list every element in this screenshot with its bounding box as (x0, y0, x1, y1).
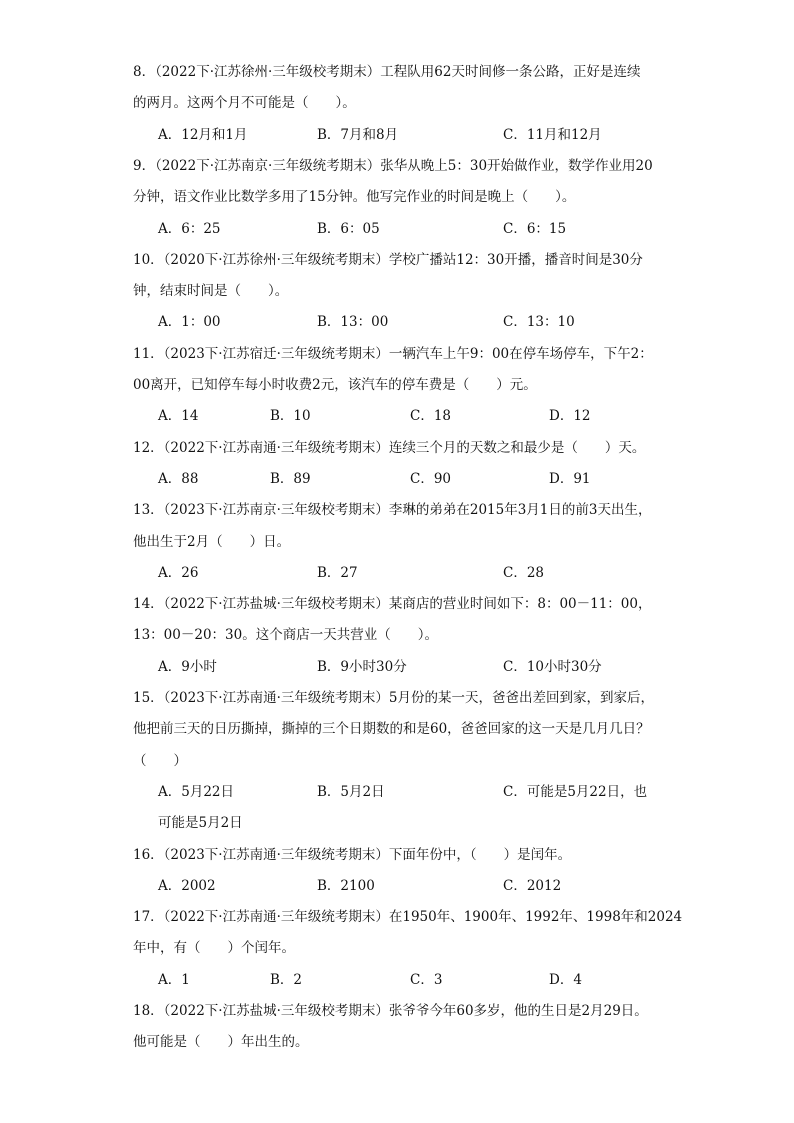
question-line: 12．（2022下·江苏南通·三年级统考期末）连续三个月的天数之和最少是（ ）天。 (133, 439, 646, 456)
answer-option: A．5月22日 (158, 783, 235, 800)
question-line: 钟，结束时间是（ ）。 (133, 283, 289, 300)
answer-option: C．可能是5月22日，也 (503, 783, 648, 800)
question-line: 的两月。这两个月不可能是（ ）。 (133, 95, 356, 112)
answer-option: A．26 (158, 564, 199, 581)
question-line: 分钟，语文作业比数学多用了15分钟。他写完作业的时间是晚上（ ）。 (133, 189, 576, 206)
question-line: 16．（2023下·江苏南通·三年级统考期末）下面年份中，（ ）是闰年。 (133, 846, 572, 863)
answer-option: C．6：15 (503, 220, 567, 237)
answer-option: A．12月和1月 (158, 126, 248, 143)
answer-option: C．28 (503, 564, 545, 581)
answer-option: C．13：10 (503, 314, 575, 331)
answer-option: A．88 (158, 470, 199, 487)
answer-option: B．2100 (317, 877, 375, 894)
answer-option: D．4 (549, 971, 582, 988)
question-line: 15．（2023下·江苏南通·三年级统考期末）5月份的某一天，爸爸出差回到家，到家后， (133, 690, 654, 706)
question-line: （ ） (133, 752, 187, 769)
answer-option: A．14 (158, 408, 199, 425)
answer-option: C．10小时30分 (503, 658, 602, 675)
question-line: 他可能是（ ）年出生的。 (133, 1034, 309, 1051)
answer-option: B．10 (270, 408, 311, 425)
answer-option: C．18 (410, 408, 452, 425)
answer-option: B．5月2日 (317, 783, 385, 800)
question-line: 11．（2023下·江苏宿迁·三年级统考期末）一辆汽车上午9：00在停车场停车，下午2： (133, 345, 653, 362)
answer-option: A．1 (158, 971, 190, 988)
question-line: 年中，有（ ）个闰年。 (133, 940, 295, 957)
question-line: 10．（2020下·江苏徐州·三年级统考期末）学校广播站12：30开播，播音时间是30分 (133, 251, 643, 268)
answer-option: C．90 (410, 470, 452, 487)
question-line: 他把前三天的日历撕掉，撕掉的三个日期数的和是60，爸爸回家的这一天是几月几日？ (133, 721, 650, 738)
answer-option: C．3 (410, 971, 443, 988)
answer-option: A．2002 (158, 877, 216, 894)
answer-option: A．9小时 (158, 658, 217, 675)
answer-option-continuation: 可能是5月2日 (158, 815, 243, 832)
answer-option: C．11月和12月 (503, 126, 602, 143)
answer-option: B．27 (317, 564, 358, 581)
question-line: 9．（2022下·江苏南京·三年级统考期末）张华从晚上5：30开始做作业，数学作业用20 (133, 157, 653, 174)
answer-option: B．9小时30分 (317, 658, 407, 675)
answer-option: B．13：00 (317, 314, 389, 331)
question-line: 13：00－20：30。这个商店一天共营业（ ）。 (133, 627, 438, 644)
question-line: 13．（2023下·江苏南京·三年级校考期末）李琳的弟弟在2015年3月1日的前3天出生， (133, 502, 652, 519)
question-line: 14．（2022下·江苏盐城·三年级校考期末）某商店的营业时间如下：8：00－11：00， (133, 596, 652, 613)
answer-option: C．2012 (503, 877, 562, 894)
question-line: 他出生于2月（ ）日。 (133, 533, 291, 550)
answer-option: B．7月和8月 (317, 126, 399, 143)
answer-option: D．91 (549, 470, 591, 487)
answer-option: B．89 (270, 470, 311, 487)
question-line: 18．（2022下·江苏盐城·三年级校考期末）张爷爷今年60多岁，他的生日是2月29日。 (133, 1003, 648, 1019)
question-line: 8．（2022下·江苏徐州·三年级校考期末）工程队用62天时间修一条公路，正好是连续 (133, 64, 641, 80)
answer-option: B．6：05 (317, 220, 380, 237)
answer-option: A．1：00 (158, 314, 221, 331)
answer-option: B．2 (270, 971, 303, 988)
question-line: 17．（2022下·江苏南通·三年级统考期末）在1950年、1900年、1992年、1998年和2024 (133, 909, 683, 926)
answer-option: A．6：25 (158, 220, 221, 237)
answer-option: D．12 (549, 408, 591, 425)
question-line: 00离开，已知停车每小时收费2元，该汽车的停车费是（ ）元。 (133, 377, 537, 393)
